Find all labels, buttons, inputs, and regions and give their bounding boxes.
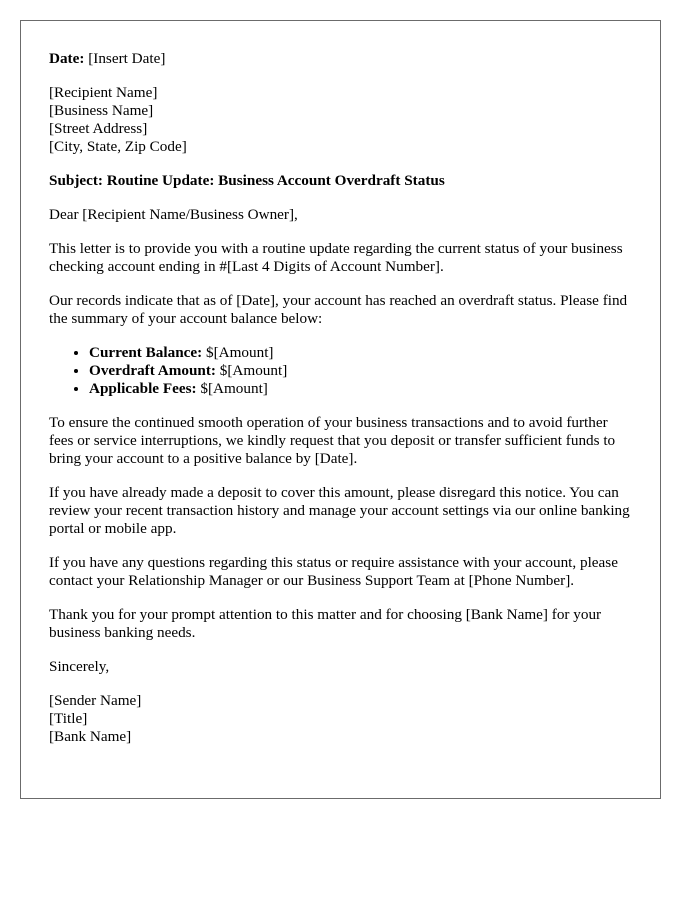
signature-block xyxy=(49,692,632,746)
list-item-overdraft-amount xyxy=(89,362,632,380)
letter-document xyxy=(20,20,661,799)
paragraph-disregard: If you have already made a deposit to cover this amount, please disregard this notice. You can review your recent transaction history and manage your account settings via our online banking portal or mobile app. xyxy=(49,484,630,537)
list-item-applicable-fees xyxy=(89,380,632,398)
closing: Sincerely, xyxy=(49,658,110,675)
applicable-fees-label: Applicable Fees: xyxy=(89,380,197,397)
sender-title: [Title] xyxy=(49,710,88,727)
salutation: Dear [Recipient Name/Business Owner], xyxy=(49,206,298,223)
paragraph-request: To ensure the continued smooth operation of your business transactions and to avoid further fees or service interruptions, we kindly request that you deposit or transfer sufficient funds to bring your account to a positive balance by [Date]. xyxy=(49,414,616,467)
current-balance-value: $[Amount] xyxy=(202,344,274,361)
overdraft-amount-value: $[Amount] xyxy=(215,362,288,379)
date-label: Date: xyxy=(49,50,85,67)
recipient-address xyxy=(49,84,632,156)
date-line xyxy=(49,50,632,68)
sender-bank-name: [Bank Name] xyxy=(49,728,132,745)
balance-summary-list xyxy=(49,344,632,398)
overdraft-amount-label: Overdraft Amount: xyxy=(89,362,216,379)
sender-name: [Sender Name] xyxy=(49,692,142,709)
list-item-current-balance xyxy=(89,344,632,362)
recipient-name: [Recipient Name] xyxy=(49,84,158,101)
recipient-city-state-zip: [City, State, Zip Code] xyxy=(49,138,187,155)
paragraph-thanks: Thank you for your prompt attention to this matter and for choosing [Bank Name] for your business banking needs. xyxy=(49,606,602,641)
paragraph-intro: This letter is to provide you with a routine update regarding the current status of your business checking account ending in #[Last 4 Digits of Account Number]. xyxy=(49,240,623,275)
applicable-fees-value: $[Amount] xyxy=(196,380,268,397)
current-balance-label: Current Balance: xyxy=(89,344,203,361)
paragraph-questions: If you have any questions regarding this status or require assistance with your account, please contact your Relationship Manager or our Business Support Team at [Phone Number]. xyxy=(49,554,618,589)
date-value: [Insert Date] xyxy=(84,50,166,67)
recipient-street-address: [Street Address] xyxy=(49,120,148,137)
recipient-business-name: [Business Name] xyxy=(49,102,154,119)
paragraph-records: Our records indicate that as of [Date], your account has reached an overdraft status. Please find the summary of your account balance below: xyxy=(49,292,628,327)
subject-line: Subject: Routine Update: Business Account Overdraft Status xyxy=(49,172,445,189)
